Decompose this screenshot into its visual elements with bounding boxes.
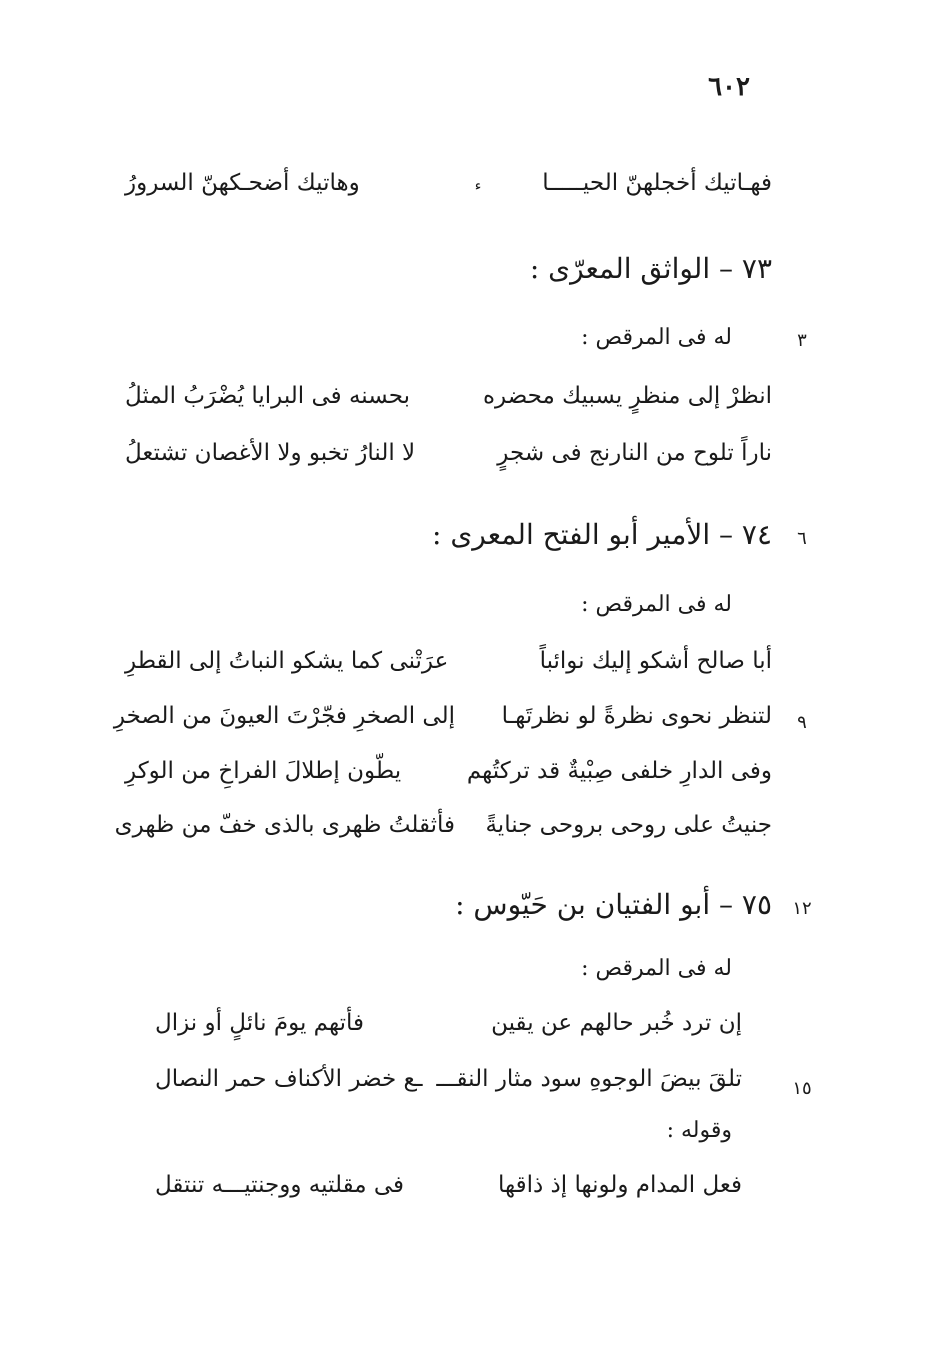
verse-first-hemistich: أبا صالح أشكو إليك نوائباً	[539, 648, 772, 674]
verse-first-hemistich: ناراً تلوح من النارنج فى شجرٍ	[497, 440, 772, 466]
section-intro: له فى المرقص :	[581, 592, 732, 617]
section-intro: له فى المرقص :	[581, 325, 732, 350]
verse-second-hemistich: فأثقلتُ ظهرى بالذى خفّ من ظهرى	[114, 812, 455, 838]
verse-first-hemistich: لتنظر نحوى نظرةً لو نظرتَهـا	[501, 703, 772, 729]
verse-first-hemistich: تلقَ بيضَ الوجوهِ سود مثار النقـــ	[436, 1066, 742, 1092]
verse-first-hemistich: انظرْ إلى منظرٍ يسبيك محضره	[482, 383, 772, 409]
verse-second-hemistich: فى مقلتيه ووجنتيـــه تنتقل	[155, 1172, 405, 1198]
line-number: ١٢	[792, 898, 812, 919]
section-intro-2: وقوله :	[666, 1118, 732, 1143]
verse-second-hemistich: فأتهم يومَ نائلٍ أو نزال	[155, 1010, 364, 1036]
section-heading-75: ٧٥ – أبو الفتيان بن حَيّوس :	[455, 888, 772, 921]
verse-first-hemistich: فعل المدام ولونها إذ ذاقها	[497, 1172, 742, 1198]
section-heading-74: ٧٤ – الأمير أبو الفتح المعرى :	[432, 518, 772, 551]
top-verse-second-hemistich: وهاتيك أضحـكهنّ السرورُ	[125, 170, 360, 196]
verse-second-hemistich: عرَتْنى كما يشكو النباتُ إلى القطرِ	[125, 648, 449, 674]
verse-second-hemistich: بحسنه فى البرايا يُضْرَبُ المثلُ	[125, 383, 411, 409]
verse-second-hemistich: إلى الصخرِ فجّرْتَ العيونَ من الصخرِ	[113, 703, 455, 729]
verse-first-hemistich: إن ترد خُبر حالهم عن يقين	[491, 1010, 742, 1036]
verse-second-hemistich: يطّون إطلالَ الفراخِ من الوكرِ	[125, 758, 402, 784]
verse-first-hemistich: جنيتُ على روحى بروحى جنايةً	[485, 812, 772, 838]
top-verse-first-hemistich: فهـاتيك أخجلهنّ الحيـــــا	[542, 170, 772, 196]
line-number: ٣	[797, 330, 807, 351]
verse-second-hemistich: لا النارُ تخبو ولا الأغصان تشتعلُ	[125, 440, 416, 466]
verse-first-hemistich: وفى الدارِ خلفى صِبْيةٌ قد تركتُهم	[466, 758, 772, 784]
section-intro: له فى المرقص :	[581, 956, 732, 981]
section-heading-73: ٧٣ – الواثق المعرّى :	[529, 252, 772, 285]
line-number: ٦	[797, 528, 807, 549]
top-verse-separator: ء	[474, 178, 482, 194]
page-number: ٦٠٢	[708, 72, 750, 102]
line-number: ٩	[797, 712, 807, 733]
line-number: ١٥	[792, 1078, 812, 1099]
verse-second-hemistich: ـع خضر الأكناف حمر النصال	[155, 1066, 423, 1092]
